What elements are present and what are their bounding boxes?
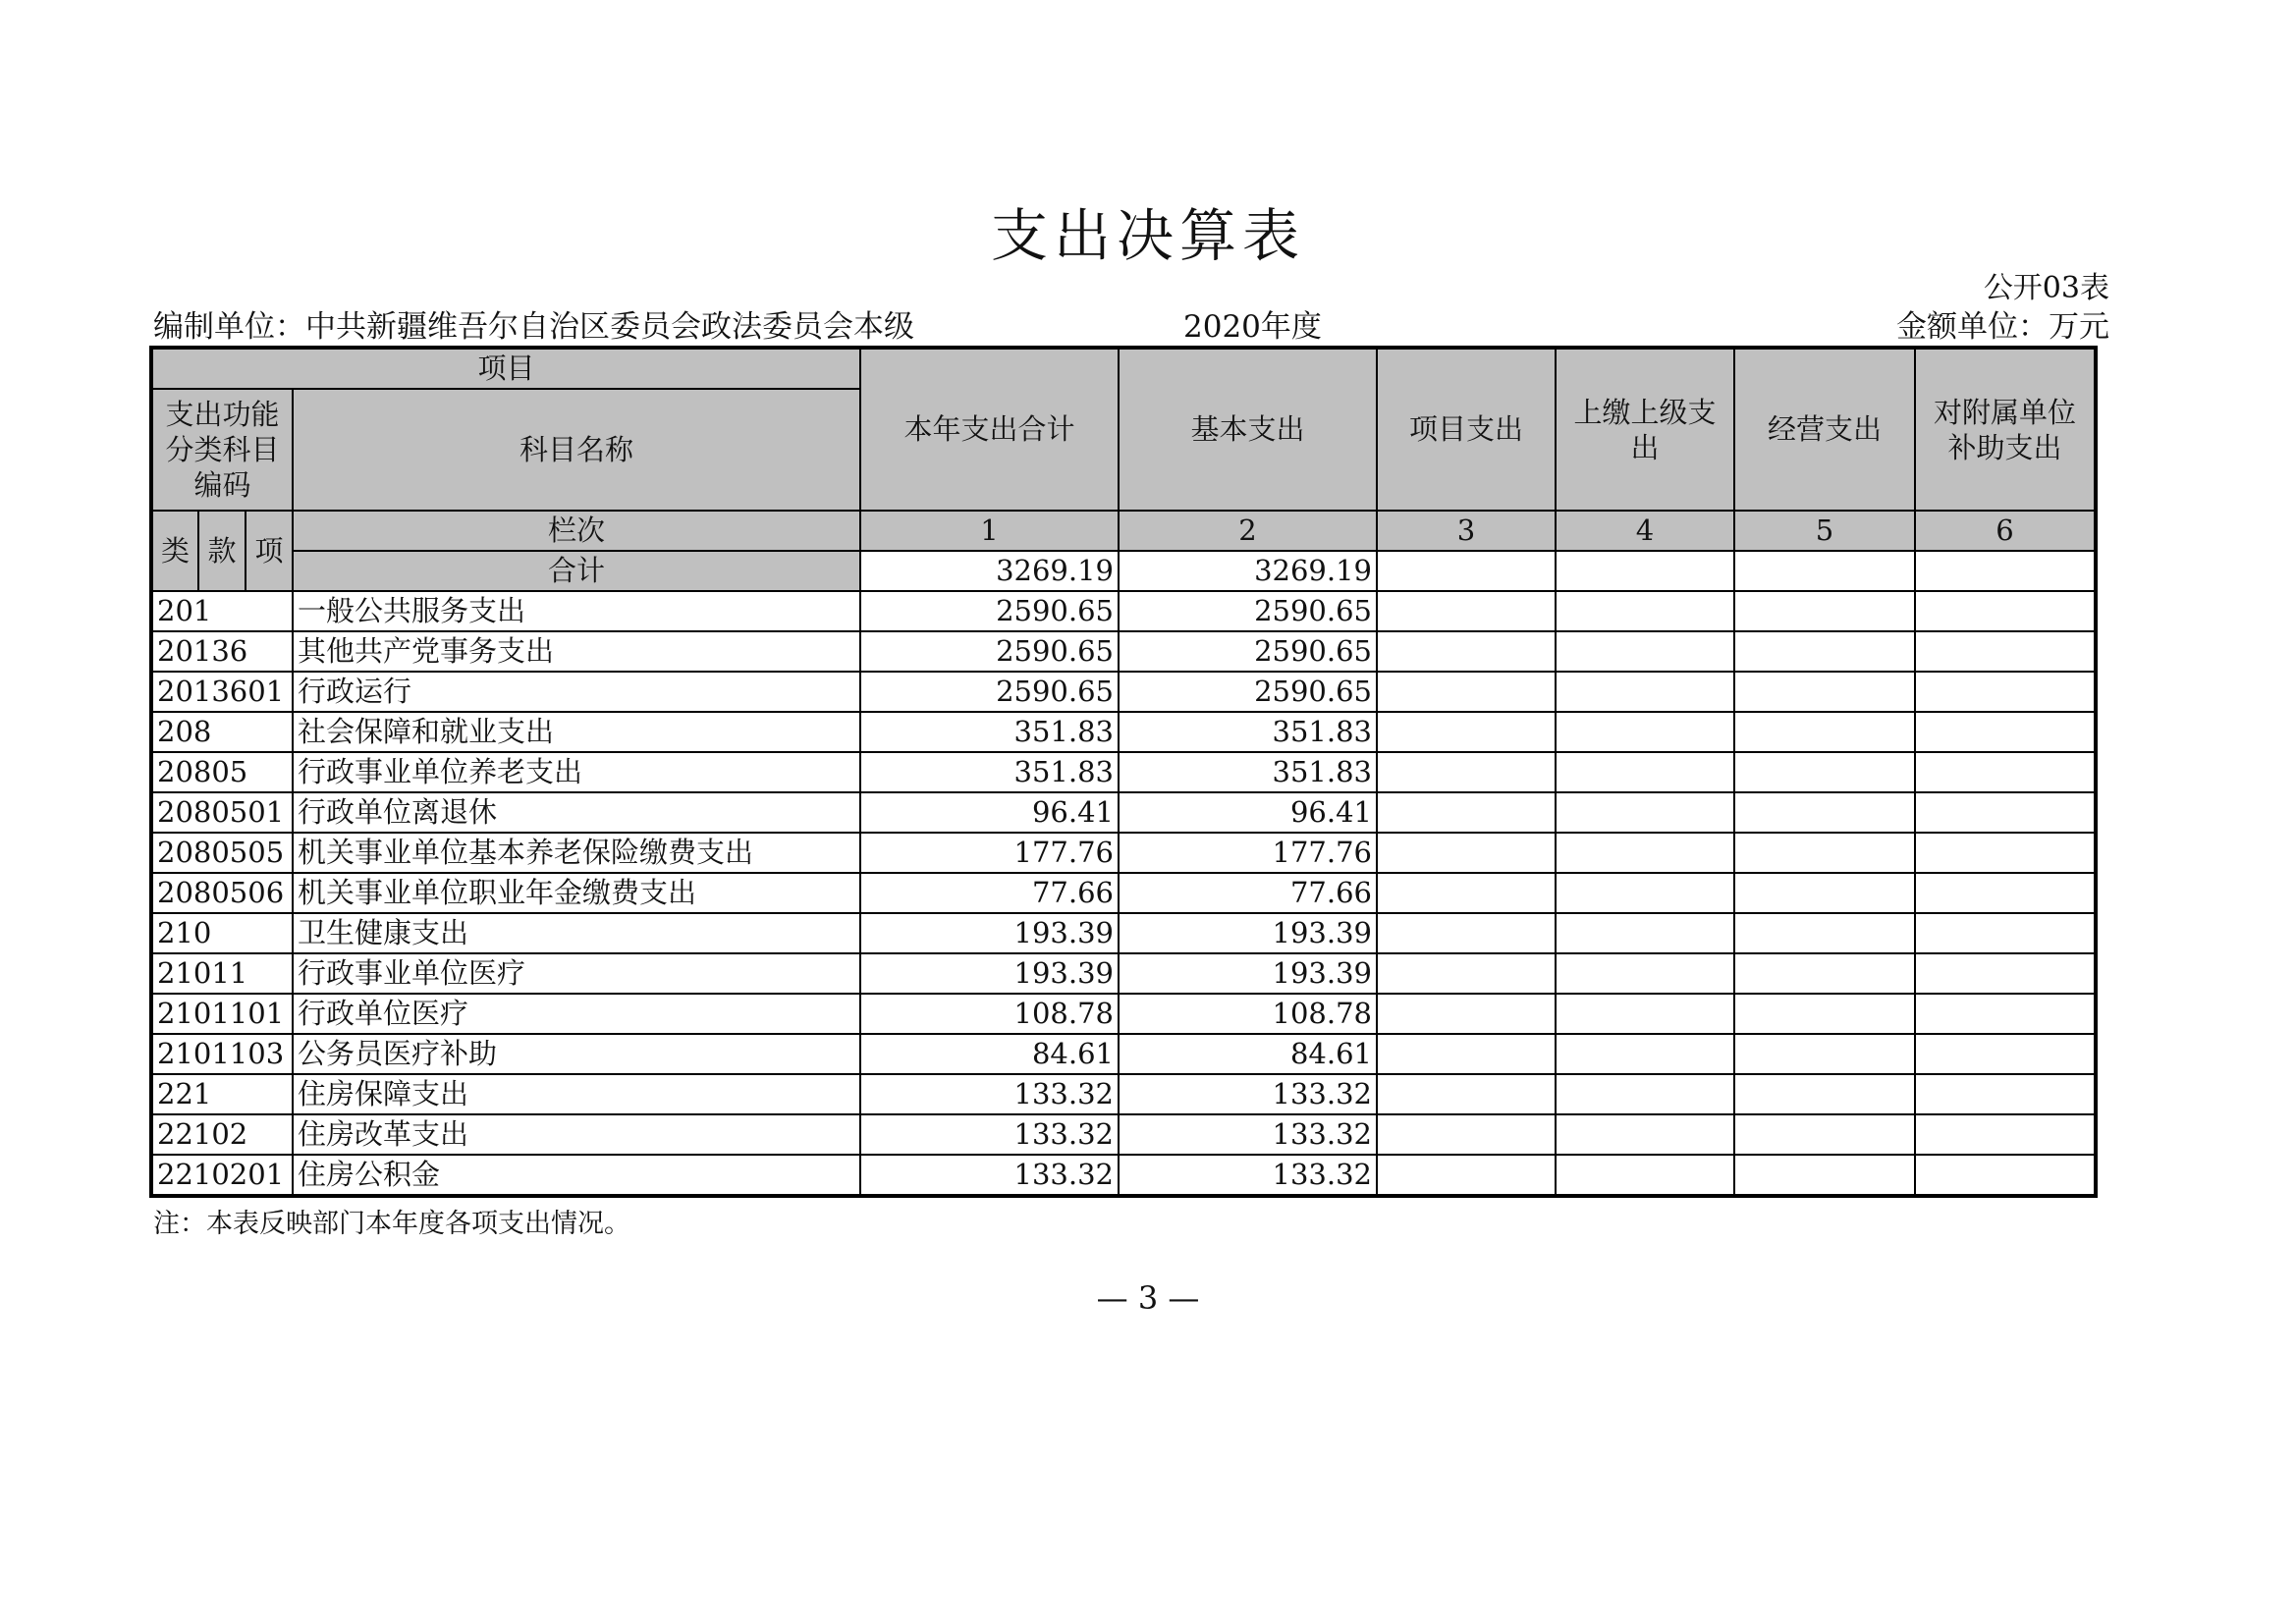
row-value-cell	[1915, 1034, 2096, 1074]
row-code: 2080506	[151, 873, 293, 913]
row-code: 208	[151, 712, 293, 752]
row-value-cell	[1734, 631, 1915, 672]
row-value-cell	[1915, 1114, 2096, 1155]
row-value-cell	[1734, 1074, 1915, 1114]
row-value-cell: 177.76	[1119, 833, 1377, 873]
header-col-seq: 栏次	[293, 511, 860, 551]
row-value-cell: 108.78	[1119, 994, 1377, 1034]
row-value-cell	[1915, 953, 2096, 994]
row-value-cell	[1556, 1074, 1734, 1114]
col-num: 1	[860, 511, 1119, 551]
header-xiang: 项	[246, 511, 293, 591]
table-row	[151, 994, 2096, 1034]
table-row	[151, 1114, 2096, 1155]
row-value-cell	[1556, 631, 1734, 672]
row-subject-name: 一般公共服务支出	[293, 591, 860, 631]
row-value-cell: 351.83	[1119, 752, 1377, 792]
total-cell: 3269.19	[860, 551, 1119, 591]
row-value-cell	[1734, 752, 1915, 792]
row-value-cell: 77.66	[1119, 873, 1377, 913]
row-value-cell: 193.39	[860, 913, 1119, 953]
row-value-cell: 177.76	[860, 833, 1119, 873]
row-value-cell	[1377, 752, 1556, 792]
row-value-cell: 351.83	[860, 712, 1119, 752]
total-cell	[1556, 551, 1734, 591]
row-value-cell	[1734, 873, 1915, 913]
row-subject-name: 住房改革支出	[293, 1114, 860, 1155]
row-value-cell: 2590.65	[1119, 631, 1377, 672]
row-value-cell	[1377, 873, 1556, 913]
row-value-cell	[1734, 712, 1915, 752]
table-row	[151, 873, 2096, 913]
row-subject-name: 其他共产党事务支出	[293, 631, 860, 672]
row-value-cell	[1377, 913, 1556, 953]
row-code: 2013601	[151, 672, 293, 712]
row-value-cell	[1915, 994, 2096, 1034]
total-cell	[1915, 551, 2096, 591]
row-value-cell	[1556, 1114, 1734, 1155]
header-col-remit: 上缴上级支出	[1556, 348, 1734, 511]
row-value-cell	[1377, 631, 1556, 672]
row-value-cell	[1734, 792, 1915, 833]
row-value-cell	[1915, 913, 2096, 953]
header-col-operation: 经营支出	[1734, 348, 1915, 511]
row-code: 210	[151, 913, 293, 953]
row-value-cell	[1556, 1155, 1734, 1196]
row-value-cell	[1915, 1155, 2096, 1196]
form-code: 公开03表	[1983, 271, 2109, 305]
header-col-project: 项目支出	[1377, 348, 1556, 511]
col-num: 2	[1119, 511, 1377, 551]
table-row	[151, 672, 2096, 712]
row-subject-name: 公务员医疗补助	[293, 1034, 860, 1074]
row-value-cell: 2590.65	[860, 631, 1119, 672]
table-row	[151, 712, 2096, 752]
row-value-cell	[1915, 712, 2096, 752]
row-value-cell	[1377, 833, 1556, 873]
row-code: 221	[151, 1074, 293, 1114]
row-value-cell	[1377, 994, 1556, 1034]
table-row	[151, 913, 2096, 953]
row-value-cell: 96.41	[860, 792, 1119, 833]
row-value-cell: 351.83	[860, 752, 1119, 792]
row-value-cell: 2590.65	[1119, 672, 1377, 712]
row-value-cell: 133.32	[1119, 1114, 1377, 1155]
table-row	[151, 1155, 2096, 1196]
row-value-cell	[1556, 994, 1734, 1034]
row-value-cell	[1556, 833, 1734, 873]
row-value-cell: 84.61	[860, 1034, 1119, 1074]
row-value-cell	[1377, 1114, 1556, 1155]
row-value-cell	[1915, 873, 2096, 913]
row-code: 201	[151, 591, 293, 631]
table-row	[151, 1074, 2096, 1114]
row-value-cell: 133.32	[860, 1114, 1119, 1155]
row-subject-name: 机关事业单位基本养老保险缴费支出	[293, 833, 860, 873]
row-subject-name: 行政运行	[293, 672, 860, 712]
table-row	[151, 792, 2096, 833]
row-value-cell	[1556, 712, 1734, 752]
table-row	[151, 631, 2096, 672]
row-value-cell	[1377, 792, 1556, 833]
row-value-cell	[1556, 672, 1734, 712]
total-cell	[1377, 551, 1556, 591]
row-value-cell	[1556, 792, 1734, 833]
header-subject-name: 科目名称	[293, 389, 860, 511]
row-subject-name: 住房保障支出	[293, 1074, 860, 1114]
header-lei: 类	[151, 511, 198, 591]
row-value-cell	[1734, 913, 1915, 953]
row-value-cell	[1734, 672, 1915, 712]
col-num: 3	[1377, 511, 1556, 551]
row-code: 22102	[151, 1114, 293, 1155]
row-value-cell	[1556, 591, 1734, 631]
row-subject-name: 社会保障和就业支出	[293, 712, 860, 752]
row-value-cell	[1556, 953, 1734, 994]
row-subject-name: 行政单位离退休	[293, 792, 860, 833]
page-title: 支出决算表	[990, 202, 1305, 269]
header-func-code: 支出功能分类科目编码	[151, 389, 293, 511]
row-value-cell: 193.39	[860, 953, 1119, 994]
total-row-label: 合计	[293, 551, 860, 591]
row-value-cell	[1377, 1074, 1556, 1114]
row-value-cell	[1915, 631, 2096, 672]
row-value-cell	[1915, 672, 2096, 712]
row-value-cell: 133.32	[1119, 1155, 1377, 1196]
row-value-cell	[1915, 1074, 2096, 1114]
row-value-cell	[1915, 792, 2096, 833]
header-col-subsidy: 对附属单位补助支出	[1915, 348, 2096, 511]
row-value-cell	[1556, 913, 1734, 953]
row-code: 2101103	[151, 1034, 293, 1074]
total-cell	[1734, 551, 1915, 591]
row-code: 2210201	[151, 1155, 293, 1196]
row-value-cell: 2590.65	[860, 672, 1119, 712]
col-num: 5	[1734, 511, 1915, 551]
row-value-cell: 133.32	[860, 1155, 1119, 1196]
row-value-cell: 2590.65	[1119, 591, 1377, 631]
col-num: 6	[1915, 511, 2096, 551]
fiscal-year: 2020年度	[1183, 309, 1322, 345]
table-row	[151, 752, 2096, 792]
row-value-cell	[1915, 833, 2096, 873]
row-value-cell	[1556, 752, 1734, 792]
row-value-cell	[1377, 591, 1556, 631]
row-subject-name: 卫生健康支出	[293, 913, 860, 953]
row-subject-name: 行政单位医疗	[293, 994, 860, 1034]
row-value-cell	[1734, 1114, 1915, 1155]
row-code: 20136	[151, 631, 293, 672]
row-value-cell	[1915, 752, 2096, 792]
row-value-cell: 133.32	[1119, 1074, 1377, 1114]
row-code: 2080501	[151, 792, 293, 833]
row-value-cell	[1734, 953, 1915, 994]
header-col-total: 本年支出合计	[860, 348, 1119, 511]
total-cell: 3269.19	[1119, 551, 1377, 591]
row-value-cell	[1556, 873, 1734, 913]
header-col-basic: 基本支出	[1119, 348, 1377, 511]
row-value-cell	[1377, 672, 1556, 712]
row-value-cell: 2590.65	[860, 591, 1119, 631]
row-value-cell: 108.78	[860, 994, 1119, 1034]
expenditure-table	[149, 346, 2098, 1198]
header-kuan: 款	[198, 511, 246, 591]
row-value-cell	[1734, 833, 1915, 873]
compiler-unit: 编制单位：中共新疆维吾尔自治区委员会政法委员会本级	[153, 309, 914, 345]
row-value-cell: 133.32	[860, 1074, 1119, 1114]
row-value-cell: 77.66	[860, 873, 1119, 913]
col-num: 4	[1556, 511, 1734, 551]
row-value-cell: 351.83	[1119, 712, 1377, 752]
row-value-cell	[1377, 712, 1556, 752]
row-value-cell: 193.39	[1119, 953, 1377, 994]
row-value-cell	[1915, 591, 2096, 631]
row-code: 2080505	[151, 833, 293, 873]
row-value-cell	[1734, 591, 1915, 631]
table-row	[151, 953, 2096, 994]
row-code: 2101101	[151, 994, 293, 1034]
row-value-cell	[1734, 1034, 1915, 1074]
row-value-cell: 96.41	[1119, 792, 1377, 833]
row-code: 20805	[151, 752, 293, 792]
row-value-cell	[1377, 1155, 1556, 1196]
header-item: 项目	[151, 348, 860, 389]
row-value-cell	[1734, 994, 1915, 1034]
table-note: 注：本表反映部门本年度各项支出情况。	[153, 1209, 630, 1239]
row-subject-name: 行政事业单位养老支出	[293, 752, 860, 792]
table-row	[151, 591, 2096, 631]
row-value-cell: 193.39	[1119, 913, 1377, 953]
row-code: 21011	[151, 953, 293, 994]
row-value-cell	[1377, 1034, 1556, 1074]
money-unit: 金额单位：万元	[1896, 309, 2109, 345]
row-value-cell	[1556, 1034, 1734, 1074]
row-value-cell	[1734, 1155, 1915, 1196]
row-subject-name: 住房公积金	[293, 1155, 860, 1196]
row-value-cell: 84.61	[1119, 1034, 1377, 1074]
table-row	[151, 833, 2096, 873]
row-subject-name: 行政事业单位医疗	[293, 953, 860, 994]
page-number: — 3 —	[1096, 1279, 1200, 1317]
row-subject-name: 机关事业单位职业年金缴费支出	[293, 873, 860, 913]
table-row	[151, 1034, 2096, 1074]
row-value-cell	[1377, 953, 1556, 994]
